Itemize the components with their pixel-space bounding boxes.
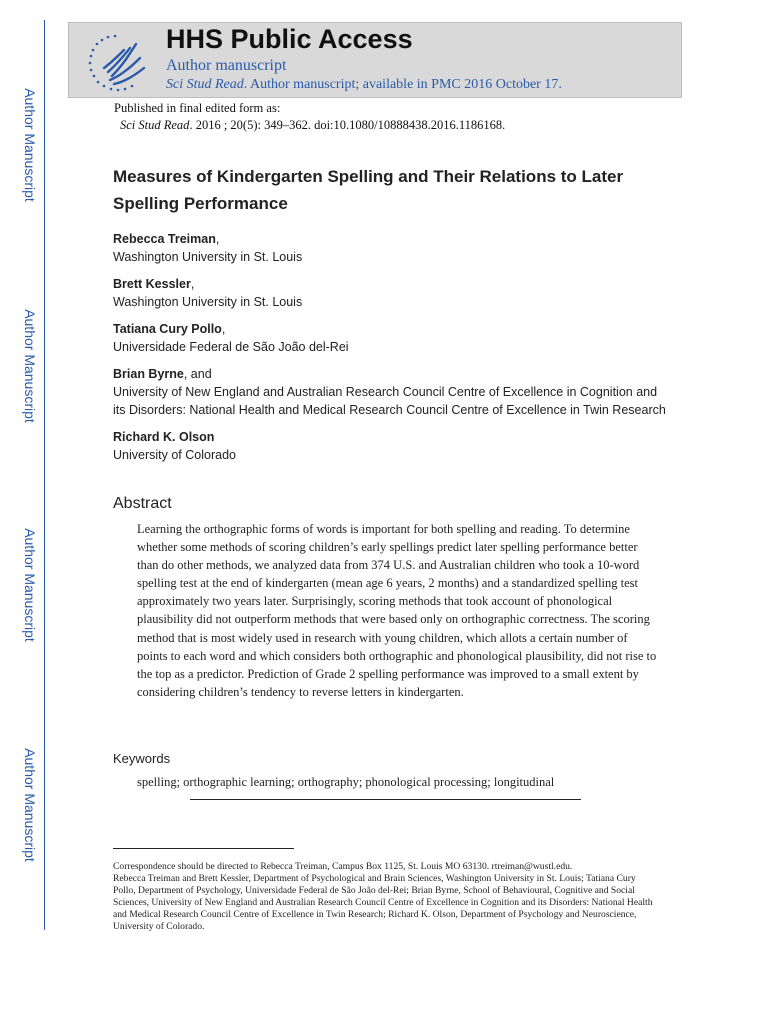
abstract-heading: Abstract — [113, 495, 172, 512]
keywords-divider — [190, 799, 581, 800]
author-suffix: , — [190, 277, 195, 291]
footnote-divider — [113, 848, 294, 849]
header-subtitle: Author manuscript — [166, 57, 287, 74]
author-name: Rebecca Treiman — [113, 232, 216, 246]
author-name: Richard K. Olson — [113, 430, 215, 444]
author-entry — [113, 428, 673, 464]
author-name: Brian Byrne — [113, 367, 184, 381]
abstract-text: Learning the orthographic forms of words is important for both spelling and reading. To determine whether some methods of scoring children’s early spellings predict later spelling performance better than do other methods, we analyzed data from 374 U.S. and Australian children who took a 10-word spelling test at the end of kindergarten (mean age 6 years, 2 months) and a standardized spelling test approximately two years later. Surprisingly, scoring methods that took account of phonological plausibility did not outperform methods that were based only on orthographic correctness. The scoring method that is most widely used in research with young children, which allots a certain number of points to each word and which considers both orthographic and phonological plausibility, did not rise to the top as a predictor. Prediction of Grade 2 spelling performance was improved to a small extent by considering children’s tendency to reverse letters in kindergarten. — [137, 522, 657, 699]
author-name: Brett Kessler — [113, 277, 191, 291]
header-title: HHS Public Access — [166, 24, 413, 54]
author-affiliation: University of New England and Australian Research Council Centre of Excellence in Cognition and its Disorders: National Health and Medical Research Council Centre of Excellence in Twin Research — [113, 385, 666, 417]
author-list — [113, 230, 673, 473]
author-affiliation: Universidade Federal de São João del-Rei — [113, 340, 349, 354]
published-intro: Published in final edited form as: — [114, 101, 281, 115]
author-affiliation: Washington University in St. Louis — [113, 250, 303, 264]
header-cite-rest: . Author manuscript; available in PMC 2016 October 17. — [243, 77, 562, 92]
author-affiliation: Washington University in St. Louis — [113, 295, 303, 309]
side-label-4: Author Manuscript — [22, 748, 38, 862]
keywords-heading: Keywords — [113, 751, 171, 766]
author-entry — [113, 320, 673, 356]
author-name: Tatiana Cury Pollo — [113, 322, 222, 336]
author-suffix: , and — [183, 367, 212, 381]
hhs-eagle-logo-icon — [82, 32, 152, 94]
side-label-2: Author Manuscript — [22, 309, 38, 423]
author-suffix: , — [221, 322, 226, 336]
author-suffix: , — [215, 232, 220, 246]
published-rest: . 2016 ; 20(5): 349–362. doi:10.1080/10888438.2016.1186168. — [189, 118, 506, 132]
article-title: Measures of Kindergarten Spelling and Their Relations to Later Spelling Performance — [113, 167, 624, 213]
published-info — [114, 100, 505, 134]
published-citation — [114, 117, 505, 134]
header-citation — [166, 77, 562, 93]
side-label-3: Author Manuscript — [22, 528, 38, 642]
author-entry — [113, 230, 673, 266]
header-cite-journal: Sci Stud Read — [166, 77, 244, 92]
footnote-affiliations: Rebecca Treiman and Brett Kessler, Department of Psychological and Brain Sciences, Washington University in St. Louis; Tatiana Cury Pollo, Department of Psychology, Universidade Federal de São João del-Rei; Brian Byrne, School of Behavioural, Cognitive and Social Sciences, University of New England and Australian Research Council Centre of Excellence in Cognition and its Disorders: National Health and Medical Research Council Centre of Excellence in Twin Research; Richard K. Olson, Department of Psychology and Neuroscience, University of Colorado. — [113, 873, 653, 932]
footnote — [113, 861, 658, 933]
author-affiliation: University of Colorado — [113, 448, 236, 462]
keywords-text: spelling; orthographic learning; orthography; phonological processing; longitudinal — [137, 775, 555, 789]
published-journal: Sci Stud Read — [120, 118, 190, 132]
author-entry — [113, 275, 673, 311]
author-entry — [113, 365, 673, 419]
side-rule — [44, 20, 45, 930]
side-label-1: Author Manuscript — [22, 88, 38, 202]
footnote-correspondence: Correspondence should be directed to Rebecca Treiman, Campus Box 1125, St. Louis MO 63130. rtreiman@wustl.edu. — [113, 861, 573, 872]
